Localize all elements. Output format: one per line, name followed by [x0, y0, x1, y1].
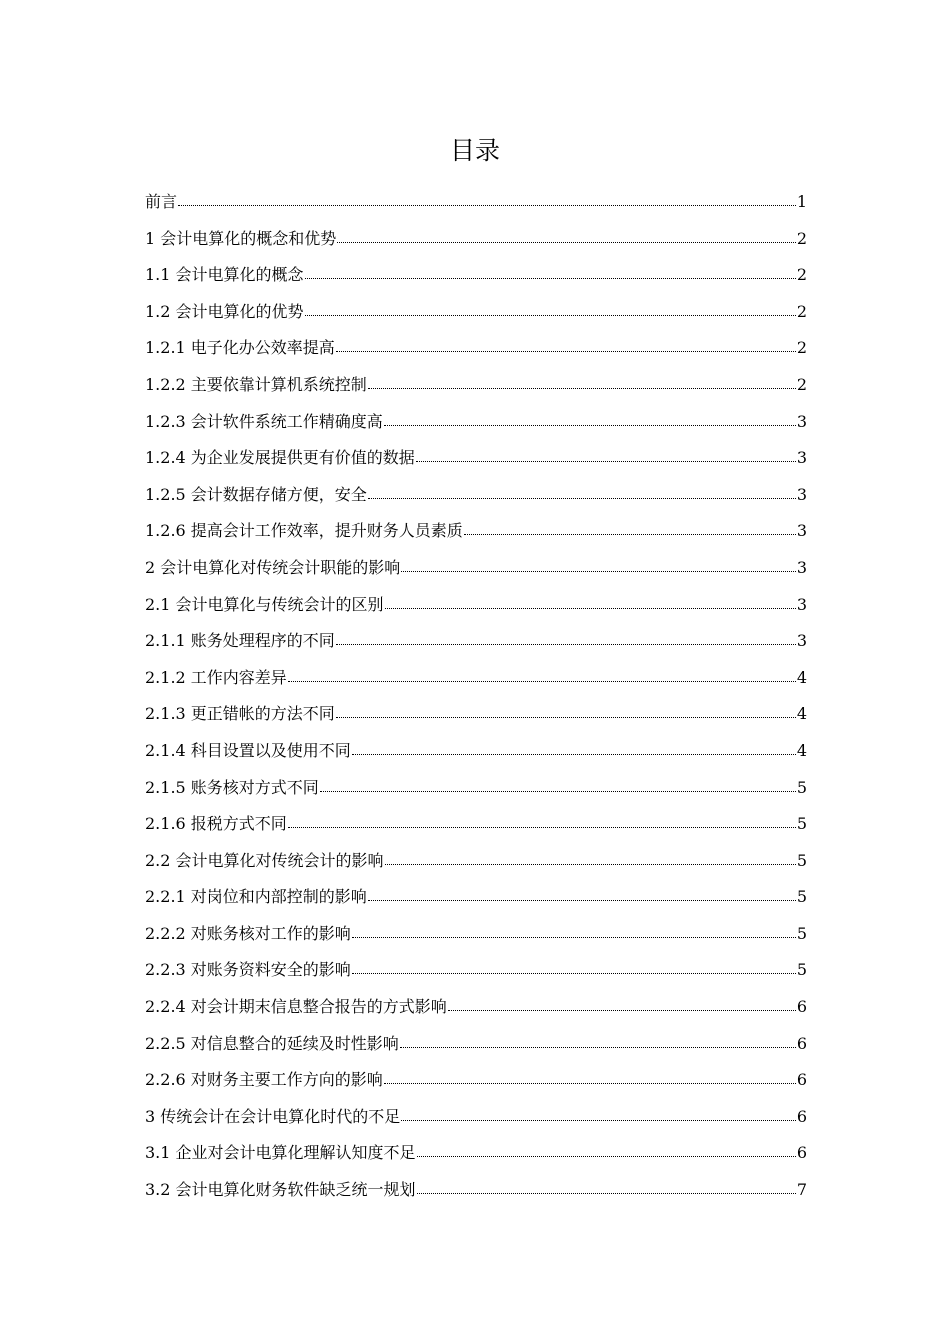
toc-entry[interactable] [145, 1137, 807, 1174]
toc-entry[interactable] [145, 625, 807, 662]
toc-entry-text: 2.1.6 报税方式不同 [145, 814, 287, 834]
toc-page-number: 4 [796, 667, 807, 687]
toc-entry[interactable] [145, 662, 807, 699]
toc-page-number: 2 [796, 374, 807, 394]
toc-entry[interactable] [145, 369, 807, 406]
dot-leader [336, 632, 796, 646]
dot-leader [385, 596, 796, 610]
toc-page-number: 7 [796, 1180, 807, 1200]
toc-page-number: 3 [796, 521, 807, 541]
toc-entry-text: 1.2.1 电子化办公效率提高 [145, 338, 335, 358]
table-of-contents [145, 186, 807, 1211]
toc-entry[interactable] [145, 223, 807, 260]
toc-entry-text: 1.2.4 为企业发展提供更有价值的数据 [145, 448, 415, 468]
dot-leader [352, 925, 796, 939]
toc-page-number: 6 [796, 1070, 807, 1090]
toc-entry-text: 前言 [145, 192, 178, 211]
toc-page-number: 5 [796, 850, 807, 870]
dot-leader [416, 449, 796, 463]
dot-leader [417, 1181, 796, 1195]
toc-entry[interactable] [145, 406, 807, 443]
toc-entry-text: 2.2.4 对会计期末信息整合报告的方式影响 [145, 997, 447, 1017]
toc-page-number: 2 [796, 228, 807, 248]
toc-entry-text: 2.2.3 对账务资料安全的影响 [145, 960, 351, 980]
dot-leader [352, 961, 796, 975]
toc-entry[interactable] [145, 1101, 807, 1138]
toc-entry-text: 2.1.3 更正错帐的方法不同 [145, 704, 335, 724]
toc-entry-text: 3 传统会计在会计电算化时代的不足 [145, 1106, 401, 1126]
toc-entry-text: 2.1.1 账务处理程序的不同 [145, 631, 335, 651]
toc-entry[interactable] [145, 1064, 807, 1101]
toc-page-number: 6 [796, 1106, 807, 1126]
toc-entry-text: 1.2.3 会计软件系统工作精确度高 [145, 411, 383, 431]
toc-entry-text: 2.1.2 工作内容差异 [145, 667, 287, 687]
toc-page-number: 6 [796, 1033, 807, 1053]
toc-entry[interactable] [145, 1174, 807, 1211]
dot-leader [288, 815, 796, 829]
dot-leader [336, 339, 796, 353]
toc-page-number: 2 [796, 301, 807, 321]
dot-leader [448, 998, 796, 1012]
dot-leader [400, 1035, 796, 1049]
toc-entry[interactable] [145, 1028, 807, 1065]
toc-page-number: 3 [796, 448, 807, 468]
dot-leader [401, 559, 796, 573]
toc-page-number: 3 [796, 411, 807, 431]
toc-entry-text: 1.2.6 提高会计工作效率，提升财务人员素质 [145, 521, 463, 541]
toc-entry-text: 1.2 会计电算化的优势 [145, 301, 304, 321]
dot-leader [368, 486, 796, 500]
toc-entry[interactable] [145, 186, 807, 223]
toc-entry[interactable] [145, 259, 807, 296]
toc-entry-text: 2.1 会计电算化与传统会计的区别 [145, 594, 384, 614]
toc-entry-text: 2.1.5 账务核对方式不同 [145, 777, 319, 797]
toc-entry-text: 3.1 企业对会计电算化理解认知度不足 [145, 1143, 416, 1163]
toc-entry[interactable] [145, 772, 807, 809]
toc-page-number: 6 [796, 997, 807, 1017]
toc-page-number: 2 [796, 265, 807, 285]
dot-leader [368, 888, 796, 902]
dot-leader [337, 230, 796, 244]
dot-leader [305, 266, 796, 280]
toc-entry-text: 1.2.5 会计数据存储方便，安全 [145, 484, 367, 504]
toc-page-number: 5 [796, 960, 807, 980]
toc-entry[interactable] [145, 515, 807, 552]
toc-page-number: 5 [796, 923, 807, 943]
toc-entry-text: 2.2.6 对财务主要工作方向的影响 [145, 1070, 383, 1090]
toc-entry[interactable] [145, 296, 807, 333]
toc-page-number: 6 [796, 1143, 807, 1163]
toc-entry-text: 3.2 会计电算化财务软件缺乏统一规划 [145, 1180, 416, 1200]
toc-entry-text: 1 会计电算化的概念和优势 [145, 228, 337, 248]
toc-entry[interactable] [145, 991, 807, 1028]
dot-leader [352, 742, 796, 756]
toc-entry-text: 2.2.1 对岗位和内部控制的影响 [145, 887, 367, 907]
toc-page-number: 5 [796, 777, 807, 797]
dot-leader [178, 193, 796, 207]
dot-leader [384, 413, 796, 427]
toc-page-number: 1 [796, 192, 807, 211]
toc-entry[interactable] [145, 918, 807, 955]
dot-leader [368, 376, 796, 390]
dot-leader [320, 779, 796, 793]
toc-entry[interactable] [145, 332, 807, 369]
toc-entry[interactable] [145, 589, 807, 626]
toc-entry[interactable] [145, 808, 807, 845]
toc-entry-text: 2.2.2 对账务核对工作的影响 [145, 923, 351, 943]
toc-page-number: 5 [796, 887, 807, 907]
toc-entry[interactable] [145, 698, 807, 735]
toc-entry[interactable] [145, 442, 807, 479]
toc-entry[interactable] [145, 881, 807, 918]
toc-entry-text: 1.2.2 主要依靠计算机系统控制 [145, 374, 367, 394]
toc-entry[interactable] [145, 479, 807, 516]
dot-leader [305, 303, 796, 317]
dot-leader [417, 1144, 796, 1158]
toc-page-number: 3 [796, 631, 807, 651]
toc-page-number: 3 [796, 557, 807, 577]
toc-page-number: 4 [796, 740, 807, 760]
dot-leader [464, 522, 796, 536]
toc-page-number: 3 [796, 484, 807, 504]
toc-page-number: 4 [796, 704, 807, 724]
dot-leader [401, 1108, 796, 1122]
toc-entry-text: 2.1.4 科目设置以及使用不同 [145, 740, 351, 760]
dot-leader [384, 1071, 796, 1085]
toc-entry[interactable] [145, 954, 807, 991]
dot-leader [385, 852, 796, 866]
toc-entry-text: 2.2 会计电算化对传统会计的影响 [145, 850, 384, 870]
dot-leader [336, 705, 796, 719]
toc-page-number: 5 [796, 814, 807, 834]
dot-leader [288, 669, 796, 683]
toc-entry[interactable] [145, 845, 807, 882]
toc-title: 目录 [449, 136, 500, 165]
toc-page-number: 2 [796, 338, 807, 358]
toc-entry-text: 1.1 会计电算化的概念 [145, 265, 304, 285]
toc-entry[interactable] [145, 552, 807, 589]
toc-entry-text: 2.2.5 对信息整合的延续及时性影响 [145, 1033, 399, 1053]
toc-entry-text: 2 会计电算化对传统会计职能的影响 [145, 557, 401, 577]
toc-page-number: 3 [796, 594, 807, 614]
toc-entry[interactable] [145, 735, 807, 772]
